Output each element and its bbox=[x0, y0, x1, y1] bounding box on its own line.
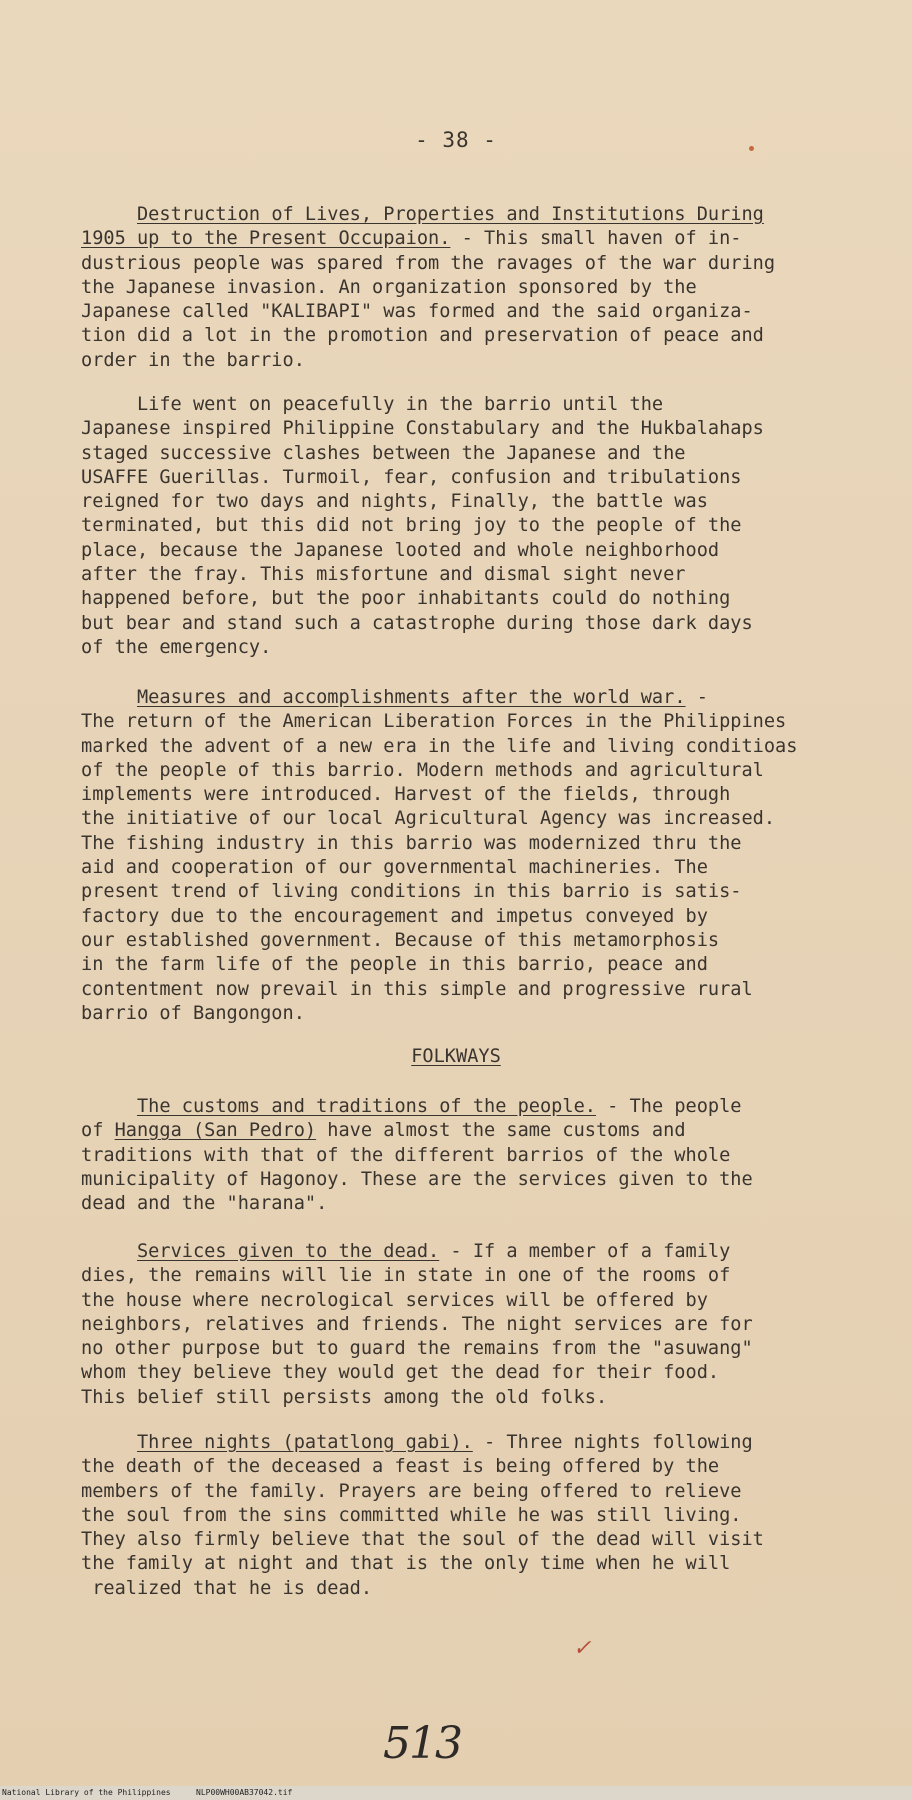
section-customs-title-rest: - The people bbox=[595, 1096, 742, 1117]
section-three-nights-title-rest: - Three nights following bbox=[472, 1432, 753, 1453]
section-customs bbox=[81, 1095, 871, 1216]
section-measures-body: The return of the American Liberation Forces in the Philippines marked the advent of a new era in the life and living conditioas of the people of this barrio. Modern methods and agricultural implements were introduced. Harvest of the fields, through the initiative of our local Agricultural Agency was increased. The fishing industry in this barrio was modernized thru the aid and cooperation of our governmental machineries. The present trend of living conditions in this barrio is satis- factory due to the encouragement and impetus conveyed by our established government. Because of this metamorphosis in the farm life of the people in this barrio, peace and contentment now prevail in this simple and progressive rural barrio of Bangongon. bbox=[81, 711, 798, 1024]
check-mark-icon: ✓ bbox=[573, 1636, 592, 1661]
section-three-nights-title: Three nights (patatlong gabi). bbox=[136, 1432, 473, 1453]
section-destruction-title-rest: - This small haven of in- bbox=[450, 228, 742, 250]
section-services-title: Services given to the dead. bbox=[136, 1241, 440, 1262]
section-customs-line2-rest: have almost the same customs and bbox=[316, 1120, 686, 1142]
footer-file-id: NLP00WH00AB37042.tif bbox=[196, 1788, 293, 1797]
section-three-nights-body: the death of the deceased a feast is being offered by the members of the family. Prayers are being offered to relieve the soul from the sins committed while he was still living. They also firmly believe that the soul of the dead will visit the family at night and that is the only time when he will realized that he is dead. bbox=[81, 1456, 764, 1599]
page-number: - 38 - bbox=[415, 128, 497, 152]
footer-library: National Library of the Philippines bbox=[2, 1788, 171, 1797]
section-three-nights bbox=[81, 1431, 871, 1601]
section-life-body: Life went on peacefully in the barrio until the Japanese inspired Philippine Constabulary and the Hukbalahaps staged successive clashes between the Japanese and the USAFFE Guerillas. Turmoil, fear, confusion and tribulations reigned for two days and nights, Finally, the battle was terminated, but this did not bring joy to the people of the place, because the Japanese looted and whole neighborhood after the fray. This misfortune and dismal sight never happened before, but the poor inhabitants could do nothing but bear and stand such a catastrophe during those dark days of the emergency. bbox=[81, 394, 764, 658]
section-destruction-title-line2: 1905 up to the Present Occupaion. bbox=[81, 228, 451, 250]
section-measures-title: Measures and accomplishments after the world war. bbox=[136, 687, 686, 708]
section-services-title-rest: - If a member of a family bbox=[439, 1241, 731, 1262]
section-services bbox=[81, 1240, 871, 1410]
folkways-heading: FOLKWAYS bbox=[411, 1046, 501, 1067]
section-life bbox=[81, 393, 871, 660]
section-measures-title-rest: - bbox=[685, 687, 708, 708]
section-customs-line2-prefix: of bbox=[81, 1120, 115, 1142]
section-measures bbox=[81, 686, 871, 1026]
section-customs-title: The customs and traditions of the people. bbox=[136, 1096, 596, 1117]
section-destruction-title-line1: Destruction of Lives, Properties and Institutions During bbox=[136, 204, 764, 225]
section-customs-body: traditions with that of the different barrios of the whole municipality of Hagonoy. These are the services given to the dead and the "harana". bbox=[81, 1144, 753, 1215]
section-customs-hangga: Hangga (San Pedro) bbox=[114, 1120, 317, 1142]
handwritten-page-number: 513 bbox=[383, 1718, 461, 1769]
archive-footer bbox=[0, 1786, 912, 1800]
section-destruction-body: dustrious people was spared from the ravages of the war during the Japanese invasion. An organization sponsored by the Japanese called "KALIBAPI" was formed and the said organiza- tion did a lot in the promotion and preservation of peace and order in the barrio. bbox=[81, 252, 776, 371]
section-services-body: dies, the remains will lie in state in one of the rooms of the house where necrological services will be offered by neighbors, relatives and friends. The night services are for no other purpose but to guard the remains from the "asuwang" whom they believe they would get the dead for their food. This belief still persists among the old folks. bbox=[81, 1265, 753, 1408]
section-destruction bbox=[81, 203, 871, 373]
